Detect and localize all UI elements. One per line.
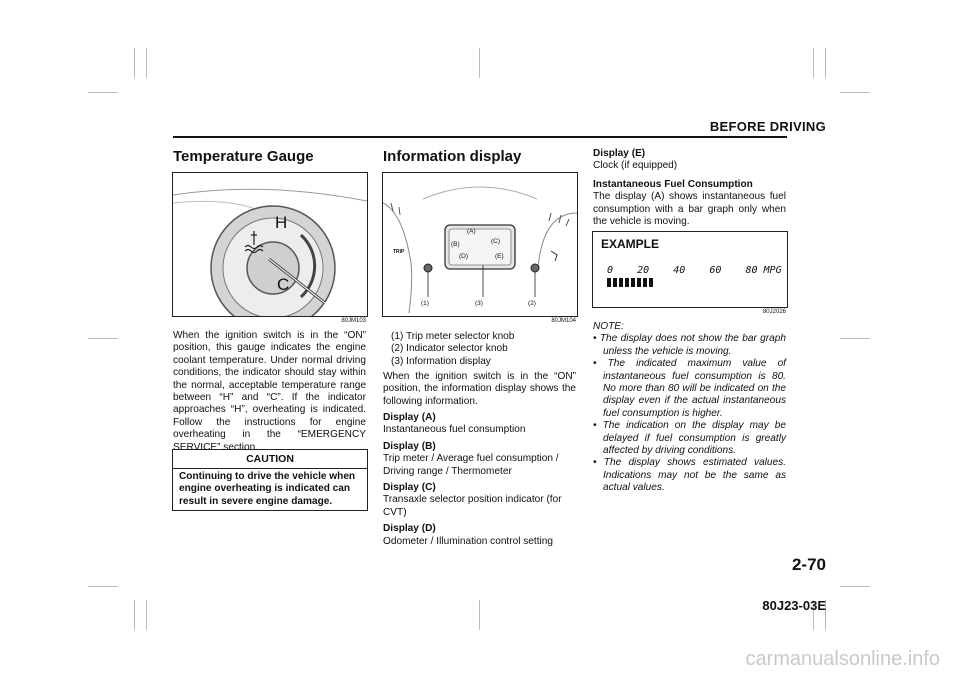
- watermark: carmanualsonline.info: [745, 648, 940, 670]
- note-item: • The display shows estimated values. Indications may not be the same as actual values.: [593, 457, 786, 494]
- display-e-item: [593, 148, 786, 173]
- callout-1: (1): [421, 300, 429, 307]
- trip-label: TRIP: [393, 249, 405, 255]
- figure-legend: [391, 331, 514, 368]
- ifc-heading: Instantaneous Fuel Consumption: [593, 178, 753, 190]
- example-scale: 0 20 40 60 80 MPG: [607, 265, 782, 276]
- crop-mark: [840, 586, 870, 587]
- display-a-item: [383, 412, 576, 437]
- section-title: BEFORE DRIVING: [709, 119, 826, 134]
- display-b-heading: Display (B): [383, 440, 436, 452]
- crop-mark: [88, 338, 118, 339]
- display-d-heading: Display (D): [383, 523, 436, 535]
- fuel-bar-graph: [607, 278, 653, 287]
- note-text: The display does not show the bar graph unless the vehicle is moving.: [599, 333, 786, 357]
- temperature-gauge-illustration: [173, 173, 367, 316]
- display-d-label: (D): [459, 253, 469, 260]
- caution-heading: CAUTION: [173, 450, 367, 469]
- caution-box: [172, 449, 368, 511]
- display-e-label: (E): [495, 253, 504, 260]
- crop-mark: [840, 338, 870, 339]
- page-number: 2-70: [791, 555, 826, 574]
- display-a-label: (A): [467, 228, 476, 235]
- legend-item: (2) Indicator selector knob: [391, 343, 508, 355]
- display-d-item: [383, 523, 576, 548]
- figure-code: 80JM103: [341, 318, 366, 324]
- display-e-heading: Display (E): [593, 148, 646, 159]
- legend-item: (1) Trip meter selector knob: [391, 331, 515, 342]
- note-list: [593, 333, 786, 494]
- callout-2: (2): [528, 300, 536, 307]
- information-display-heading: Information display: [383, 148, 522, 165]
- display-a-text: Instantaneous fuel consumption: [383, 424, 526, 436]
- display-c-item: [383, 482, 576, 519]
- display-c-text: Transaxle selector position indicator (for CVT): [383, 494, 562, 518]
- crop-mark: [134, 48, 135, 78]
- note-item: • The indication on the display may be delayed if fuel consumption is greatly affected by driving conditions.: [593, 420, 787, 457]
- ifc-item: [593, 179, 786, 229]
- crop-mark: [825, 48, 826, 78]
- note-section: [593, 321, 786, 495]
- display-descriptions: [383, 412, 576, 548]
- document-code: 80J23-03E: [762, 598, 826, 613]
- example-figure: [592, 231, 788, 308]
- gauge-label-c: C: [277, 275, 290, 294]
- caution-text: Continuing to drive the vehicle when engine overheating is indicated can result in severe engine damage.: [179, 471, 356, 507]
- temperature-gauge-figure: [172, 172, 368, 317]
- note-item: • The display does not show the bar graph unless the vehicle is moving.: [593, 333, 786, 357]
- crop-mark: [813, 48, 814, 78]
- callout-3: (3): [475, 300, 483, 307]
- crop-mark: [134, 600, 135, 630]
- ifc-text: The display (A) shows instantaneous fuel consumption with a bar graph only when the vehicle is moving.: [593, 191, 786, 228]
- display-d-text: Odometer / Illumination control setting: [383, 535, 553, 547]
- information-display-figure: [382, 172, 578, 317]
- note-text: The indication on the display may be delayed if fuel consumption is greatly affected by driving conditions.: [602, 420, 787, 457]
- crop-mark: [88, 92, 118, 93]
- note-text: The indicated maximum value of instantaneous fuel consumption is 80. No more than 80 will be indicated on the display even if the actual instantaneous fuel consumption is higher.: [603, 358, 786, 419]
- crop-mark: [479, 600, 480, 630]
- display-c-label: (C): [491, 238, 501, 245]
- display-b-text: Trip meter / Average fuel consumption / Driving range / Thermometer: [383, 453, 559, 477]
- display-c-heading: Display (C): [383, 482, 436, 494]
- temperature-gauge-body: When the ignition switch is in the “ON” position, this gauge indicates the engine coolant temperature. Under normal driving conditions, the indicator should stay within the normal, acceptable temperature range between “H” and “C”. If the indicator approaches “H”, overheating is indicated. Follow the instructions for engine overheating in the “EMERGENCY SERVICE” section.: [173, 330, 366, 453]
- note-heading: NOTE:: [593, 321, 624, 332]
- crop-mark: [840, 92, 870, 93]
- gauge-label-h: H: [275, 213, 288, 232]
- display-a-heading: Display (A): [383, 412, 436, 423]
- crop-mark: [479, 48, 480, 78]
- header-rule: [173, 136, 787, 138]
- figure-code: 80JM104: [551, 318, 576, 324]
- display-e-section: [593, 148, 786, 228]
- display-b-item: [383, 441, 576, 478]
- crop-mark: [146, 48, 147, 78]
- display-e-text: Clock (if equipped): [593, 160, 678, 172]
- crop-mark: [146, 600, 147, 630]
- information-display-intro: When the ignition switch is in the “ON” position, the information display shows the following information.: [383, 371, 576, 407]
- temperature-gauge-heading: Temperature Gauge: [173, 148, 314, 165]
- note-item: • The indicated maximum value of instantaneous fuel consumption is 80. No more than 80 will be indicated on the display even if the actual instantaneous fuel consumption is higher.: [593, 358, 786, 419]
- example-label: EXAMPLE: [601, 237, 660, 251]
- legend-item: (3) Information display: [391, 355, 491, 367]
- crop-mark: [88, 586, 118, 587]
- instrument-cluster-illustration: [383, 173, 577, 316]
- display-b-label: (B): [451, 241, 460, 248]
- note-text: The display shows estimated values. Indications may not be the same as actual values.: [603, 457, 786, 494]
- figure-code: 80J2026: [762, 309, 786, 315]
